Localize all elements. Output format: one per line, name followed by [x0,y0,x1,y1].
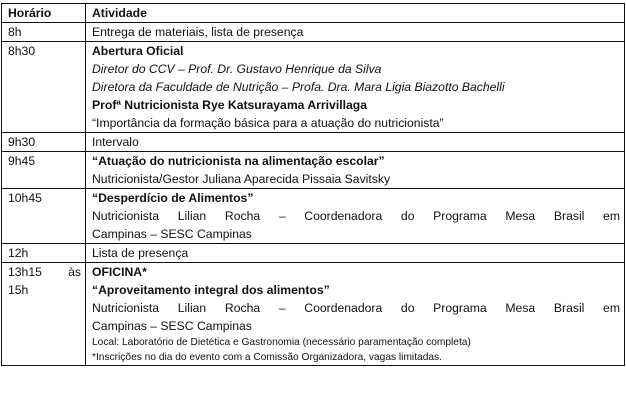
time-end: 15h [8,283,29,297]
talk-title: “Importância da formação básica para a atuação do nutricionista” [92,116,444,130]
activity-cell [86,42,625,133]
speaker-line: Diretor do CCV – Prof. Dr. Gustavo Henrique da Silva [92,62,382,76]
activity-line: Intervalo [92,135,139,149]
speaker-line: Campinas – SESC Campinas [92,227,252,241]
header-activity: Atividade [86,4,625,23]
time-cell: 12h [2,244,86,263]
time-cell: 8h30 [2,42,86,133]
time-cell: 10h45 [2,189,86,244]
time-cell: 8h [2,23,86,42]
activity-cell [86,244,625,263]
registration-note: *Inscrições no dia do evento com a Comissão Organizadora, vagas limitadas. [92,352,442,363]
time-connector: às [68,265,81,279]
table-row [2,42,625,133]
speaker-line: Nutricionista Lilian Rocha – Coordenadora do Programa Mesa Brasil em [92,209,620,223]
speaker-line: Diretora da Faculdade de Nutrição – Profa. Dra. Mara Ligia Biazotto Bachelli [92,80,505,94]
time-cell [2,263,86,366]
activity-cell [86,23,625,42]
activity-cell [86,152,625,189]
time-range-start [8,263,81,281]
time-start: 13h15 [8,265,42,279]
table-header-row [2,4,625,23]
speaker-line: Nutricionista/Gestor Juliana Aparecida Pissaia Savitsky [92,172,391,186]
time-cell: 9h45 [2,152,86,189]
talk-title: “Desperdício de Alimentos” [92,191,254,205]
activity-cell [86,133,625,152]
table-row [2,244,625,263]
table-row [2,152,625,189]
session-title: Abertura Oficial [92,44,184,58]
talk-title: “Atuação do nutricionista na alimentação escolar” [92,154,385,168]
activity-line: Entrega de materiais, lista de presença [92,25,304,39]
speaker-name: Profª Nutricionista Rye Katsurayama Arrivillaga [92,98,367,112]
table-row [2,189,625,244]
table-row [2,133,625,152]
location-note: Local: Laboratório de Dietética e Gastronomia (necessário paramentação completa) [92,337,471,348]
header-time: Horário [2,4,86,23]
talk-title: “Aproveitamento integral dos alimentos” [92,283,330,297]
table-row [2,263,625,366]
activity-line: Lista de presença [92,246,189,260]
activity-cell [86,189,625,244]
schedule-table [1,3,625,366]
table-row [2,23,625,42]
activity-cell [86,263,625,366]
session-title: OFICINA* [92,265,147,279]
time-cell: 9h30 [2,133,86,152]
speaker-line: Campinas – SESC Campinas [92,319,252,333]
speaker-line: Nutricionista Lilian Rocha – Coordenadora do Programa Mesa Brasil em [92,301,620,315]
